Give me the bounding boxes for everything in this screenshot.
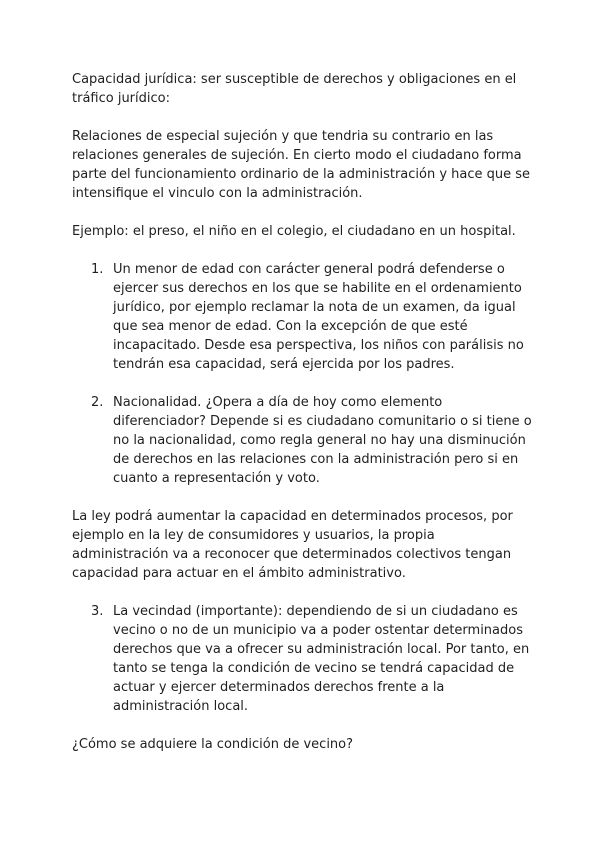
list-item-text: Nacionalidad. ¿Opera a día de hoy como elemento diferenciador? Depende si es ciudadano comunitario o si tiene o no la nacionalidad, como regla general no hay una disminución de derechos en las relaciones con la administración pero si en cuanto a representación y voto. xyxy=(113,395,532,486)
list-item-number: 1. xyxy=(91,262,104,277)
paragraph-ejemplo: Ejemplo: el preso, el niño en el colegio, el ciudadano en un hospital. xyxy=(72,224,516,239)
numbered-list-1 xyxy=(72,260,532,374)
list-item-vecindad xyxy=(72,602,532,716)
list-item-number: 3. xyxy=(91,604,104,619)
paragraph-capacidad-juridica: Capacidad jurídica: ser susceptible de derechos y obligaciones en el tráfico jurídico: xyxy=(72,72,517,106)
list-item-number: 2. xyxy=(91,395,104,410)
list-item-text: Un menor de edad con carácter general podrá defenderse o ejercer sus derechos en los que se habilite en el ordenamiento jurídico, por ejemplo reclamar la nota de un examen, da igual que sea menor de edad. Con la excepción de que esté incapacitado. Desde esa perspectiva, los niños con parálisis no tendrán esa capacidad, será ejercida por los padres. xyxy=(113,262,524,372)
numbered-list-2 xyxy=(72,393,532,488)
paragraph-relaciones-sujecion: Relaciones de especial sujeción y que tendria su contrario en las relaciones generales de sujeción. En cierto modo el ciudadano forma parte del funcionamiento ordinario de la administración y hace que se intensifique el vinculo con la administración. xyxy=(72,129,531,201)
list-item-menor-edad xyxy=(72,260,532,374)
list-item-text: La vecindad (importante): dependiendo de si un ciudadano es vecino o no de un municipio va a poder ostentar determinados derechos que va a ofrecer su administración local. Por tanto, en tanto se tenga la condición de vecino se tendrá capacidad de actuar y ejercer determinados derechos frente a la administración local. xyxy=(113,604,530,714)
list-item-nacionalidad xyxy=(72,393,532,488)
paragraph-pregunta-vecino: ¿Cómo se adquiere la condición de vecino? xyxy=(72,737,354,752)
paragraph-ley-capacidad: La ley podrá aumentar la capacidad en determinados procesos, por ejemplo en la ley de consumidores y usuarios, la propia administración va a reconocer que determinados colectivos tengan capacidad para actuar en el ámbito administrativo. xyxy=(72,509,513,581)
document-page xyxy=(72,70,532,773)
numbered-list-3 xyxy=(72,602,532,716)
